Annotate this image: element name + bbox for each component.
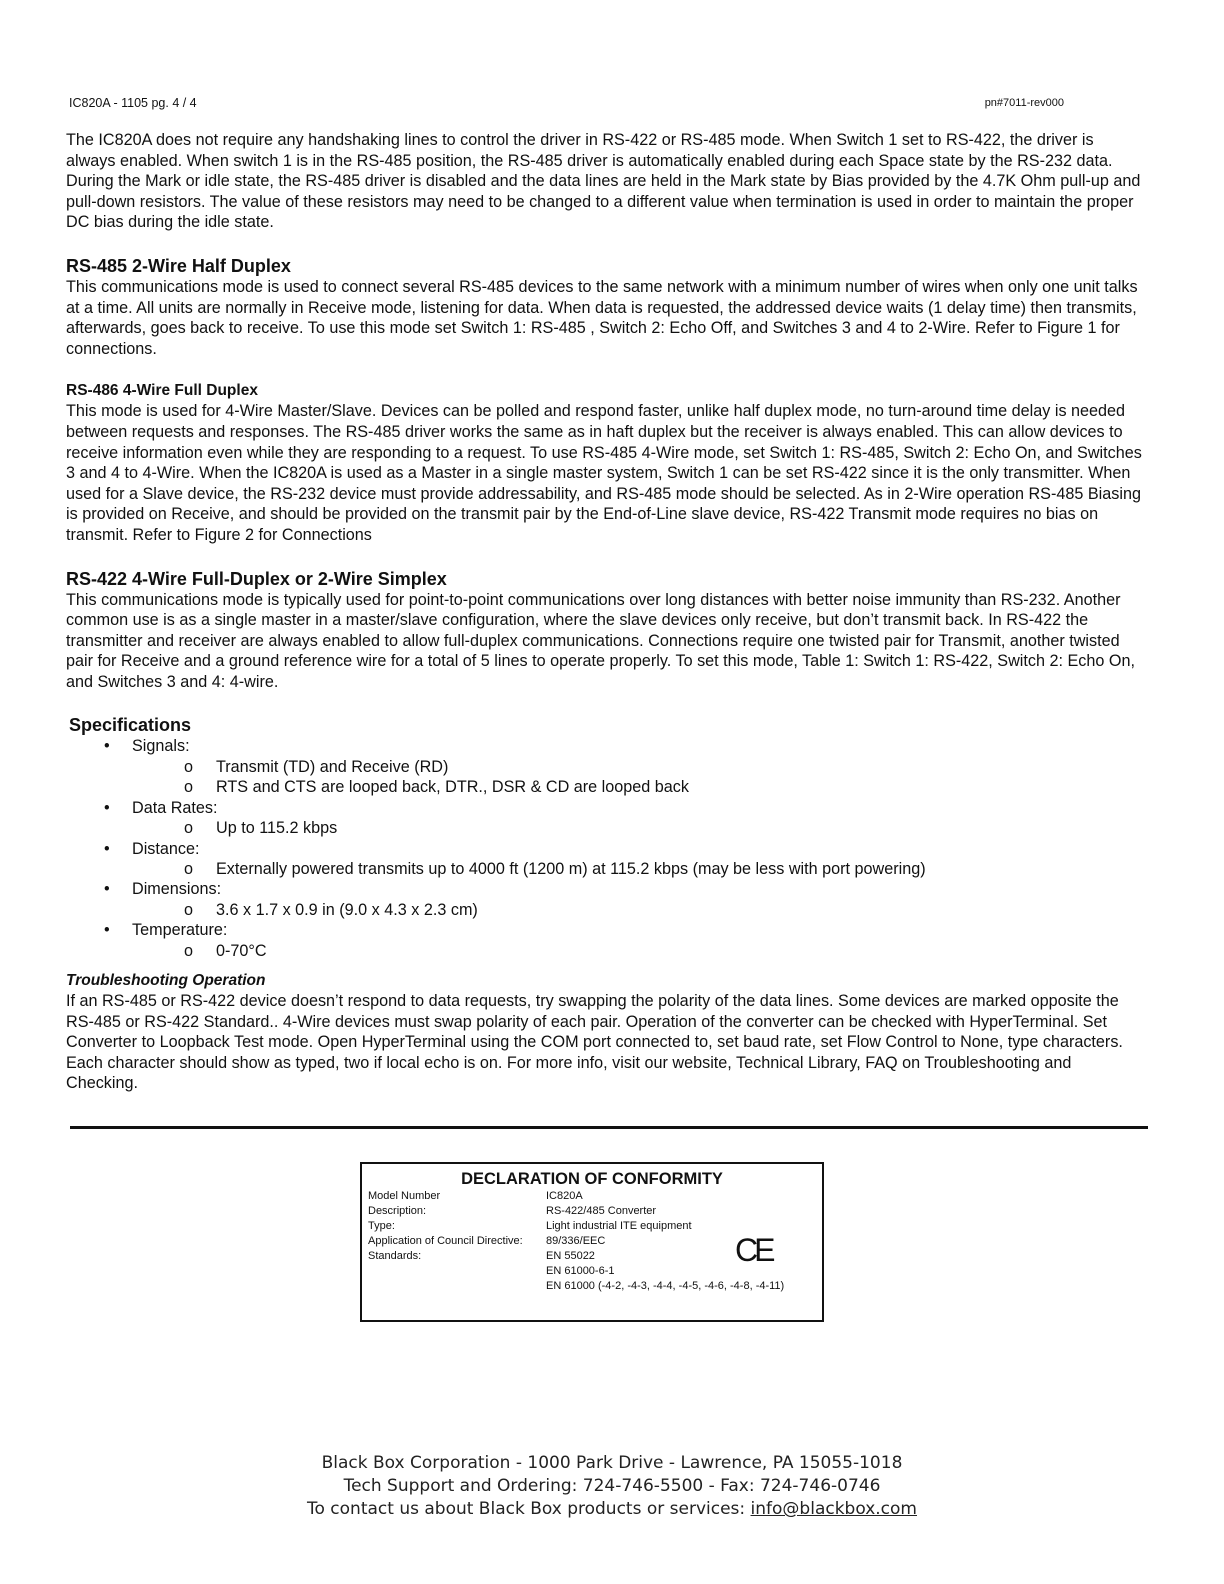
declaration-row: Standards: EN 55022 <box>368 1250 595 1262</box>
spec-sub-item: o Up to 115.2 kbps <box>184 818 1146 838</box>
spec-label: Distance: <box>132 839 200 858</box>
ce-mark-icon: CE <box>735 1232 772 1268</box>
spec-item <box>104 920 1146 940</box>
main-content <box>66 130 1146 1094</box>
spec-sub-item: o Externally powered transmits up to 4000 ft (1200 m) at 115.2 kbps (may be less with port powering) <box>184 859 1146 879</box>
full-duplex-text: This mode is used for 4-Wire Master/Slave. Devices can be polled and respond faster, unlike half duplex mode, no turn-around time delay is needed between requests and responses. The RS-485 driver works the same as in haft duplex but the receiver is always enabled. This can allow devices to receive information even while they are responding to a request. To use RS-485 4-Wire mode, set Switch 1: RS-485, Switch 2: Echo On, and Switches 3 and 4 to 4-Wire. When the IC820A is used as a Master in a single master system, Switch 1 can be set RS-422 since it is the only transmitter. When used for a Slave device, the RS-232 device must provide addressability, and RS-485 mode should be selected. As in 2-Wire operation RS-485 Biasing is provided on Receive, and should be provided on the transmit pair by the End-of-Line slave device, RS-422 Transmit mode requires no bias on transmit. Refer to Figure 2 for Connections <box>66 402 1142 544</box>
spec-label: Data Rates: <box>132 798 218 817</box>
specs-heading: Specifications <box>69 715 192 736</box>
spec-label: Signals: <box>132 737 190 756</box>
declaration-of-conformity <box>360 1162 824 1322</box>
footer-contact: To contact us about Black Box products or services: info@blackbox.com <box>307 1499 917 1519</box>
half-duplex-text: This communications mode is used to connect several RS-485 devices to the same network with a minimum number of wires when only one unit talks at a time. All units are normally in Receive mode, listening for data. When data is requested, the addressed device waits (1 delay time) then transmits, afterwards, goes back to receive. To use this mode set Switch 1: RS-485 , Switch 2: Echo Off, and Switches 3 and 4 to 2-Wire. Refer to Figure 1 for connections. <box>66 277 1138 358</box>
spec-sub-item: o 0-70°C <box>184 941 1146 961</box>
spec-item <box>104 879 1146 899</box>
spec-label: Temperature: <box>132 921 228 940</box>
spec-label: Dimensions: <box>132 880 222 899</box>
spec-item <box>104 839 1146 859</box>
troubleshooting-text: If an RS-485 or RS-422 device doesn’t respond to data requests, try swapping the polarity of the data lines. Some devices are marked opposite the RS-485 or RS-422 Standard.. 4-Wire devices must swap polarity of each pair. Operation of the converter can be checked with HyperTerminal. Set Converter to Loopback Test mode. Open HyperTerminal using the COM port connected to, set baud rate, set Flow Control to None, type characters. Each character should show as typed, two if local echo is on. For more info, visit our website, Technical Library, FAQ on Troubleshooting and Checking. <box>66 991 1123 1093</box>
declaration-row: Application of Council Directive: 89/336/EEC <box>368 1235 606 1247</box>
spec-item <box>104 736 1146 756</box>
page-header-right: pn#7011-rev000 <box>984 97 1064 109</box>
intro-paragraph: The IC820A does not require any handshaking lines to control the driver in RS-422 or RS-485 mode. When Switch 1 set to RS-422, the driver is always enabled. When switch 1 is in the RS-485 position, the RS-485 driver is automatically enabled during each Space state by the RS-232 data. During the Mark or idle state, the RS-485 driver is disabled and the data lines are held in the Mark state by Bias provided by the 4.7K Ohm pull-up and pull-down resistors. The value of these resistors may need to be changed to a different value when termination is used in order to maintain the proper DC bias during the idle state. <box>66 131 1141 232</box>
page-footer <box>0 1452 1224 1521</box>
declaration-row: Model Number IC820A <box>368 1190 583 1202</box>
spec-sub-item: o Transmit (TD) and Receive (RD) <box>184 757 1146 777</box>
spec-sub-item: o 3.6 x 1.7 x 0.9 in (9.0 x 4.3 x 2.3 cm) <box>184 900 1146 920</box>
rs422-heading: RS-422 4-Wire Full-Duplex or 2-Wire Simplex <box>66 568 447 589</box>
troubleshooting-heading: Troubleshooting Operation <box>66 971 266 989</box>
spec-sub-item: o RTS and CTS are looped back, DTR., DSR & CD are looped back <box>184 777 1146 797</box>
footer-phone: Tech Support and Ordering: 724-746-5500 - Fax: 724-746-0746 <box>343 1476 881 1496</box>
half-duplex-heading: RS-485 2-Wire Half Duplex <box>66 255 291 276</box>
email-link[interactable]: info@blackbox.com <box>750 1499 917 1519</box>
section-divider <box>70 1126 1148 1129</box>
declaration-row: EN 61000-6-1 <box>546 1265 615 1277</box>
page-header-left: IC820A - 1105 pg. 4 / 4 <box>69 96 197 110</box>
footer-address: Black Box Corporation - 1000 Park Drive - Lawrence, PA 15055-1018 <box>321 1453 903 1473</box>
declaration-row: Type: Light industrial ITE equipment <box>368 1220 692 1232</box>
rs422-text: This communications mode is typically used for point-to-point communications over long distances with better noise immunity than RS-232. Another common use is as a single master in a master/slave configuration, where the slave devices only receive, but don’t transmit back. In RS-422 the transmitter and receiver are always enabled to allow full-duplex communications. Connections require one twisted pair for Transmit, another twisted pair for Receive and a ground reference wire for a total of 5 lines to operate properly. To set this mode, Table 1: Switch 1: RS-422, Switch 2: Echo On, and Switches 3 and 4: 4-wire. <box>66 590 1135 691</box>
specs-list <box>66 736 1146 960</box>
full-duplex-heading: RS-486 4-Wire Full Duplex <box>66 382 258 400</box>
declaration-row: EN 61000 (-4-2, -4-3, -4-4, -4-5, -4-6, -4-8, -4-11) <box>546 1280 785 1292</box>
spec-item <box>104 798 1146 818</box>
declaration-row: Description: RS-422/485 Converter <box>368 1205 657 1217</box>
declaration-title: DECLARATION OF CONFORMITY <box>461 1170 723 1188</box>
